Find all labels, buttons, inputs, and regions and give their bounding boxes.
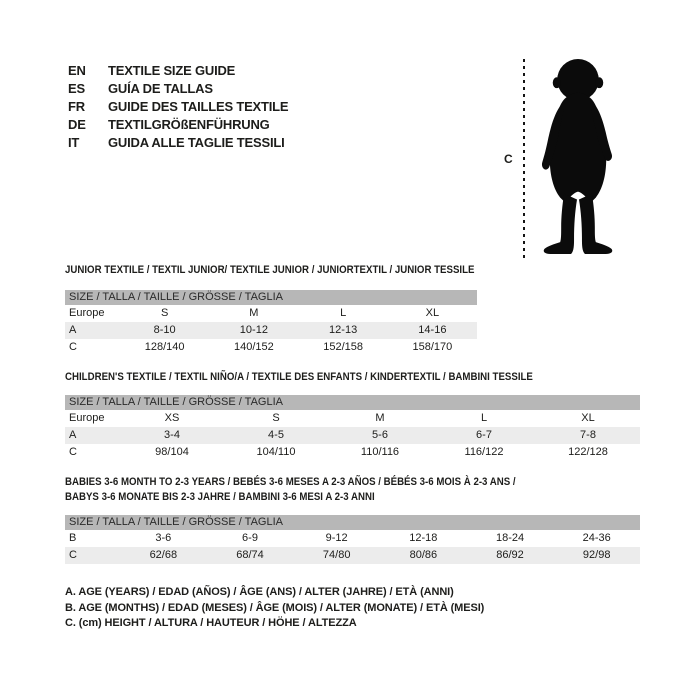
row-label: C (69, 341, 77, 353)
size-cell: 7-8 (580, 429, 596, 441)
size-cell: L (480, 412, 488, 424)
lang-code: EN (68, 62, 86, 78)
lang-title: GUIDA ALLE TAGLIE TESSILI (108, 134, 285, 150)
size-cell: 3-4 (164, 429, 180, 441)
size-cell: 12-18 (409, 532, 438, 544)
size-cell: 6-9 (242, 532, 258, 544)
legend-line-b: B. AGE (MONTHS) / EDAD (MESES) / ÂGE (MOIS) / ALTER (MONATE) / ETÀ (MESI) (65, 601, 485, 614)
size-cell: M (375, 412, 385, 424)
size-row-a (65, 322, 477, 339)
row-label: Europe (69, 412, 105, 424)
size-row-a (65, 427, 640, 444)
size-cell: 104/110 (256, 446, 296, 458)
size-cell: 4-5 (268, 429, 284, 441)
babies-table-title-line2: BABYS 3-6 MONATE BIS 2-3 JAHRE / BAMBINI 3-6 MESI A 2-3 ANNI (65, 491, 375, 503)
legend-line-c: C. (cm) HEIGHT / ALTURA / HAUTEUR / HÖHE / ALTEZZA (65, 617, 357, 629)
height-measure-dashed-line (523, 59, 525, 261)
lang-row-fr (68, 97, 288, 115)
babies-table-title-line1: BABIES 3-6 MONTH TO 2-3 YEARS / BEBÉS 3-6 MESES A 2-3 AÑOS / BÉBÉS 3-6 MOIS À 2-3 ANS / (65, 476, 516, 488)
size-cell: 14-16 (418, 324, 447, 336)
lang-title: GUÍA DE TALLAS (108, 80, 213, 96)
size-cell: 24-36 (582, 532, 611, 544)
size-cell: 18-24 (495, 532, 525, 544)
legend-line-a: A. AGE (YEARS) / EDAD (AÑOS) / ÂGE (ANS) / ALTER (JAHRE) / ETÀ (ANNI) (65, 586, 454, 598)
size-cell: XS (164, 412, 180, 424)
size-cell: S (160, 307, 169, 319)
size-row-b (65, 530, 640, 547)
size-row-c (65, 339, 477, 356)
lang-row-en (68, 61, 288, 79)
size-cell: XL (581, 412, 595, 424)
size-cell: 98/104 (155, 446, 189, 458)
size-cell: 158/170 (412, 341, 453, 353)
size-cell: 140/152 (233, 341, 274, 353)
row-label: B (69, 532, 77, 544)
children-table-title: CHILDREN'S TEXTILE / TEXTIL NIÑO/A / TEXTILE DES ENFANTS / KINDERTEXTIL / BAMBINI TESSILE (65, 371, 533, 383)
lang-code: IT (68, 134, 80, 150)
row-label: A (69, 429, 77, 441)
lang-code: ES (68, 80, 85, 96)
height-measure-label: C (504, 152, 513, 166)
size-cell: 62/68 (149, 549, 178, 561)
row-label: C (69, 446, 77, 458)
size-header-band: SIZE / TALLA / TAILLE / GRÖSSE / TAGLIA (65, 395, 640, 410)
lang-title: GUIDE DES TAILLES TEXTILE (108, 98, 289, 114)
junior-table-title: JUNIOR TEXTILE / TEXTIL JUNIOR/ TEXTILE JUNIOR / JUNIORTEXTIL / JUNIOR TESSILE (65, 264, 475, 276)
lang-title: TEXTILGRÖßENFÜHRUNG (108, 116, 270, 132)
size-cell: 74/80 (322, 549, 351, 561)
size-cell: 68/74 (236, 549, 264, 561)
measure-legend (65, 586, 484, 633)
size-cell: 8-10 (153, 324, 176, 336)
size-cell: XL (425, 307, 440, 319)
size-cell: 10-12 (239, 324, 268, 336)
lang-title: TEXTILE SIZE GUIDE (108, 62, 236, 78)
size-cell: 152/158 (323, 341, 363, 353)
size-cell: 12-13 (329, 324, 358, 336)
size-cell: M (249, 307, 259, 319)
size-cell: 80/86 (409, 549, 438, 561)
table-babies (65, 515, 640, 564)
size-row-c (65, 444, 640, 461)
table-children (65, 395, 640, 461)
size-cell: 122/128 (568, 446, 608, 458)
size-cell: 9-12 (325, 532, 348, 544)
size-cell: 6-7 (476, 429, 492, 441)
size-row-europe (65, 305, 477, 322)
size-header-band: SIZE / TALLA / TAILLE / GRÖSSE / TAGLIA (65, 290, 477, 305)
size-cell: 110/116 (360, 446, 400, 458)
table-junior (65, 290, 477, 356)
size-cell: 3-6 (155, 532, 172, 544)
size-cell: 86/92 (496, 549, 524, 561)
size-header-band: SIZE / TALLA / TAILLE / GRÖSSE / TAGLIA (65, 515, 640, 530)
row-label: A (69, 324, 77, 336)
baby-silhouette-icon (532, 57, 624, 255)
language-title-list (68, 61, 288, 151)
lang-row-es (68, 79, 288, 97)
row-label: C (69, 549, 77, 561)
lang-row-it (68, 133, 288, 151)
row-label: Europe (69, 307, 105, 319)
lang-code: FR (68, 98, 85, 114)
size-cell: 92/98 (582, 549, 611, 561)
lang-row-de (68, 115, 288, 133)
size-cell: 5-6 (372, 429, 388, 441)
size-cell: L (340, 307, 347, 319)
size-row-europe (65, 410, 640, 427)
lang-code: DE (68, 116, 86, 132)
size-cell: S (272, 412, 280, 424)
size-row-c (65, 547, 640, 564)
size-cell: 128/140 (144, 341, 185, 353)
size-cell: 116/122 (464, 446, 504, 458)
